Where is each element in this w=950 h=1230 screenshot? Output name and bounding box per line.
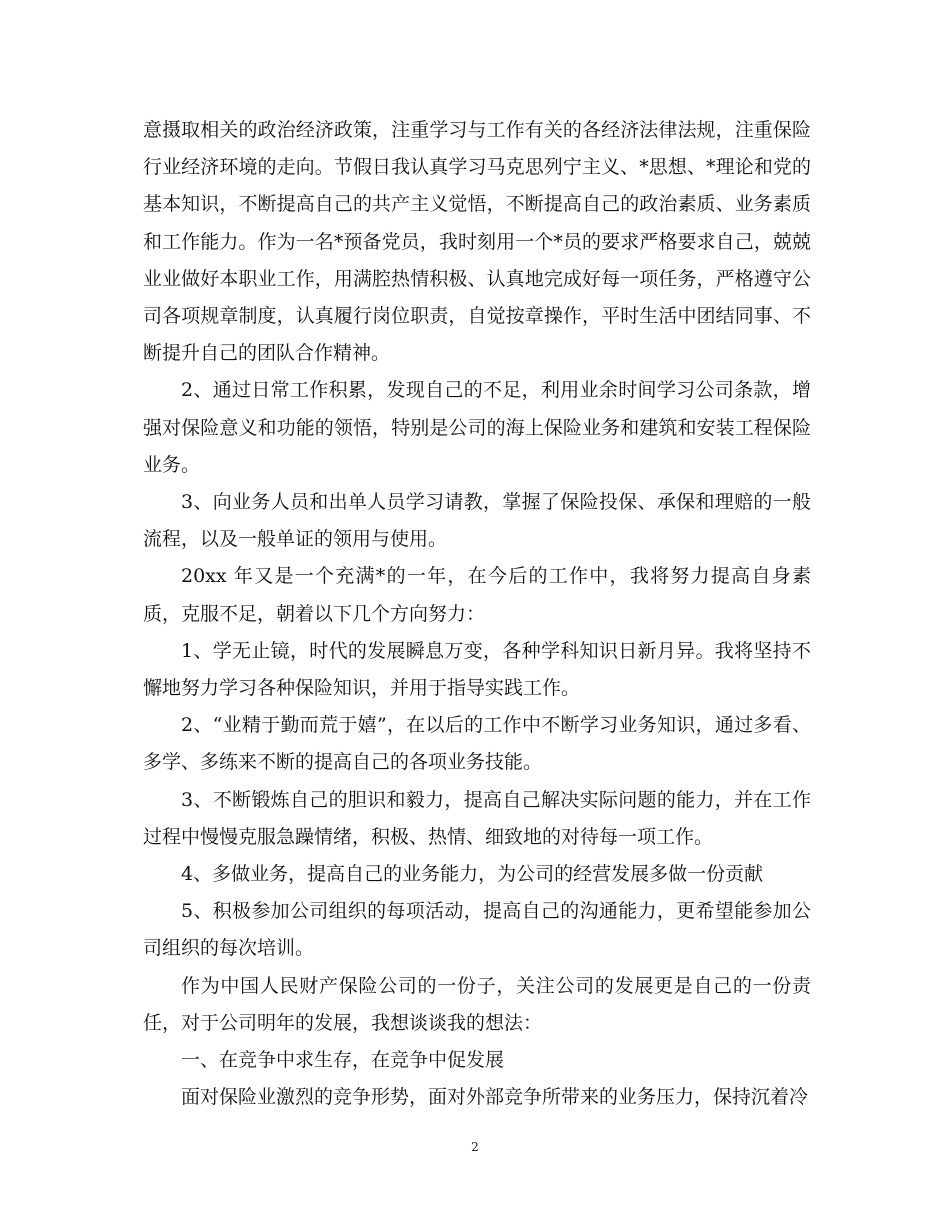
body-text — [143, 112, 811, 1116]
paragraph: 2、通过日常工作积累，发现自己的不足，利用业余时间学习公司条款，增强对保险意义和功能的领悟，特别是公司的海上保险业务和建筑和安装工程保险业务。 — [143, 379, 811, 476]
paragraph: 1、学无止镜，时代的发展瞬息万变，各种学科知识日新月异。我将坚持不懈地努力学习各种保险知识，并用于指导实践工作。 — [143, 639, 811, 700]
section-heading: 一、在竞争中求生存，在竞争中促发展 — [181, 1049, 505, 1072]
paragraph: 4、多做业务，提高自己的业务能力，为公司的经营发展多做一份贡献 — [181, 863, 764, 886]
paragraph: 3、不断锻炼自己的胆识和毅力，提高自己解决实际问题的能力，并在工作过程中慢慢克服急躁情绪，积极、热情、细致地的对待每一项工作。 — [143, 788, 811, 848]
paragraph: 面对保险业激烈的竞争形势，面对外部竞争所带来的业务压力，保持沉着冷 — [181, 1086, 809, 1109]
page-number: 2 — [471, 1140, 479, 1154]
paragraph: 意摄取相关的政治经济政策，注重学习与工作有关的各经济法律法规，注重保险行业经济环境的走向。节假日我认真学习马克思列宁主义、*思想、*理论和党的基本知识，不断提高自己的共产主义觉悟，不断提高自己的政治素质、业务素质和工作能力。作为一名*预备党员，我时刻用一个*员的要求严格要求自己，兢兢业业做好本职业工作，用满腔热情积极、认真地完成好每一项任务，严格遵守公司各项规章制度，认真履行岗位职责，自觉按章操作，平时生活中团结同事、不断提升自己的团队合作精神。 — [143, 119, 811, 365]
paragraph: 20xx 年又是一个充满*的一年，在今后的工作中，我将努力提高自身素质，克服不足，朝着以下几个方向努力： — [143, 565, 811, 625]
paragraph: 5、积极参加公司组织的每项活动，提高自己的沟通能力，更希望能参加公司组织的每次培训。 — [143, 900, 811, 960]
paragraph: 作为中国人民财产保险公司的一份子，关注公司的发展更是自己的一份责任，对于公司明年的发展，我想谈谈我的想法： — [143, 974, 811, 1034]
paragraph: 2、“业精于勤而荒于嬉”，在以后的工作中不断学习业务知识，通过多看、多学、多练来不断的提高自己的各项业务技能。 — [143, 714, 811, 774]
paragraph: 3、向业务人员和出单人员学习请教，掌握了保险投保、承保和理赔的一般流程，以及一般单证的领用与使用。 — [143, 491, 811, 551]
